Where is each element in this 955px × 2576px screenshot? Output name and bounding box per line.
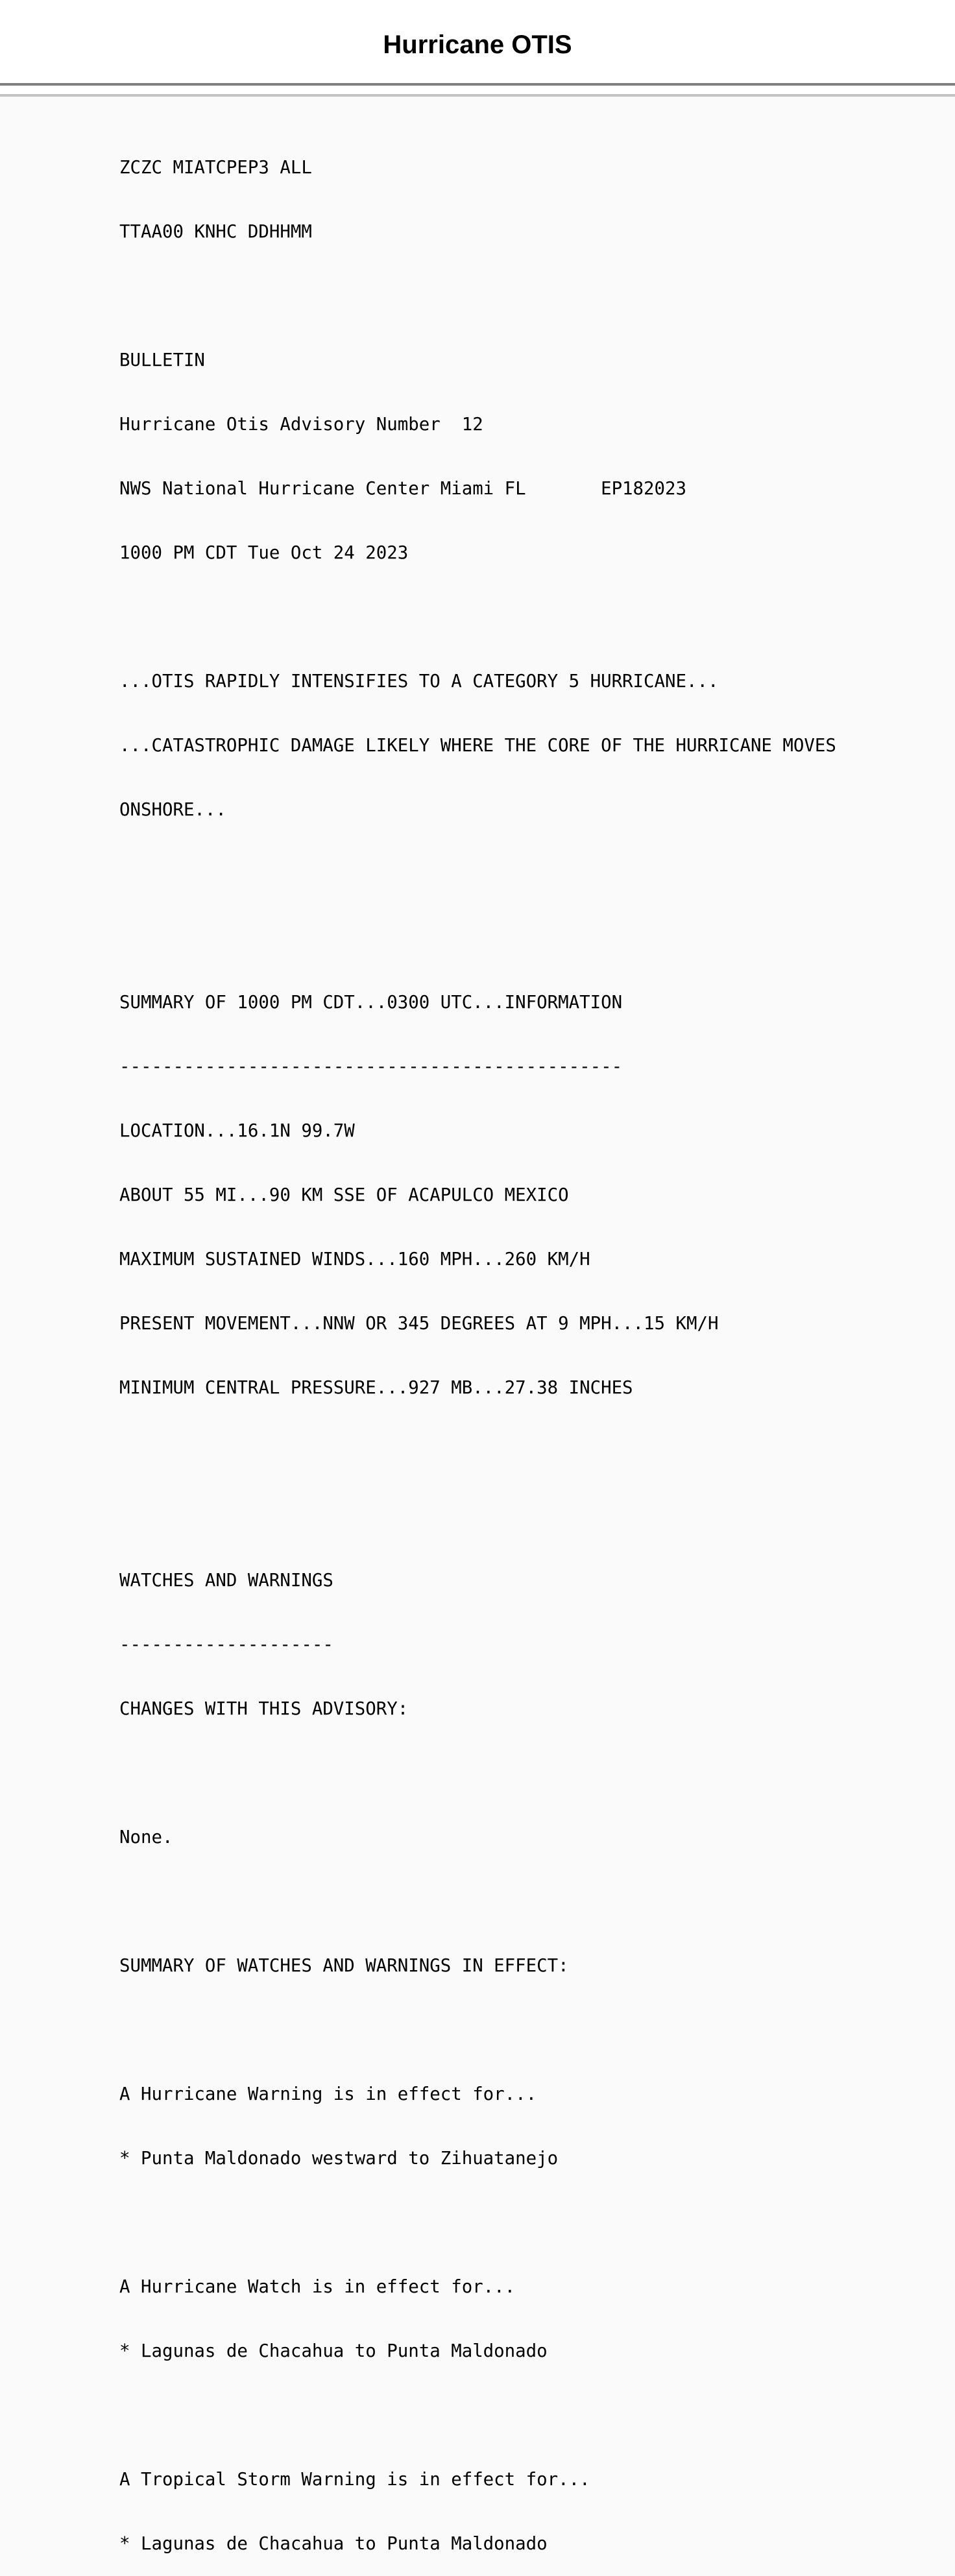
storm-location: LOCATION...16.1N 99.7W [119, 1121, 355, 1141]
issuing-office: NWS National Hurricane Center Miami FL EP182023 [119, 479, 686, 499]
bulletin-type: BULLETIN [119, 350, 205, 370]
tropical-storm-warning-area: * Lagunas de Chacahua to Punta Maldonado [119, 2534, 548, 2554]
hurricane-warning-area: * Punta Maldonado westward to Zihuatanejo [119, 2149, 559, 2169]
tropical-storm-warning-intro: A Tropical Storm Warning is in effect for... [119, 2470, 590, 2490]
blank-line [119, 1891, 937, 1912]
changes-heading: CHANGES WITH THIS ADVISORY: [119, 1699, 409, 1719]
page-title: Hurricane OTIS [383, 30, 572, 59]
blank-line [119, 863, 937, 885]
watches-heading: WATCHES AND WARNINGS [119, 1571, 333, 1591]
page-header [0, 0, 955, 83]
blank-line [119, 1506, 937, 1527]
headline-2-continued: ONSHORE... [119, 800, 226, 820]
blank-line [119, 1441, 937, 1463]
blank-line [119, 1763, 937, 1784]
summary-heading: SUMMARY OF 1000 PM CDT...0300 UTC...INFORMATION [119, 993, 623, 1013]
headline-2: ...CATASTROPHIC DAMAGE LIKELY WHERE THE CORE OF THE HURRICANE MOVES [119, 736, 836, 756]
watches-underline: -------------------- [119, 1635, 333, 1655]
minimum-pressure: MINIMUM CENTRAL PRESSURE...927 MB...27.38 INCHES [119, 1378, 633, 1398]
header-divider-light [0, 94, 955, 97]
blank-line [119, 2019, 937, 2041]
present-movement: PRESENT MOVEMENT...NNW OR 345 DEGREES AT 9 MPH...15 KM/H [119, 1314, 719, 1334]
in-effect-heading: SUMMARY OF WATCHES AND WARNINGS IN EFFECT: [119, 1956, 569, 1976]
blank-line [119, 607, 937, 628]
blank-line [119, 928, 937, 949]
headline-1: ...OTIS RAPIDLY INTENSIFIES TO A CATEGORY 5 HURRICANE... [119, 671, 719, 692]
bulletin-header-line-2: TTAA00 KNHC DDHHMM [119, 222, 312, 242]
blank-line [119, 2212, 937, 2233]
summary-underline: ----------------------------------------------- [119, 1057, 623, 1077]
max-sustained-winds: MAXIMUM SUSTAINED WINDS...160 MPH...260 KM/H [119, 1249, 590, 1270]
changes-text: None. [119, 1827, 173, 1848]
blank-line [119, 2405, 937, 2426]
storm-distance: ABOUT 55 MI...90 KM SSE OF ACAPULCO MEXICO [119, 1185, 569, 1205]
advisory-bulletin-text [119, 114, 937, 2576]
advisory-title: Hurricane Otis Advisory Number 12 [119, 415, 483, 435]
blank-line [119, 285, 937, 307]
header-divider-gap [0, 86, 955, 94]
hurricane-warning-intro: A Hurricane Warning is in effect for... [119, 2084, 537, 2104]
issue-time: 1000 PM CDT Tue Oct 24 2023 [119, 543, 409, 563]
hurricane-watch-intro: A Hurricane Watch is in effect for... [119, 2277, 516, 2297]
bulletin-header-line-1: ZCZC MIATCPEP3 ALL [119, 158, 312, 178]
hurricane-watch-area: * Lagunas de Chacahua to Punta Maldonado [119, 2341, 548, 2361]
